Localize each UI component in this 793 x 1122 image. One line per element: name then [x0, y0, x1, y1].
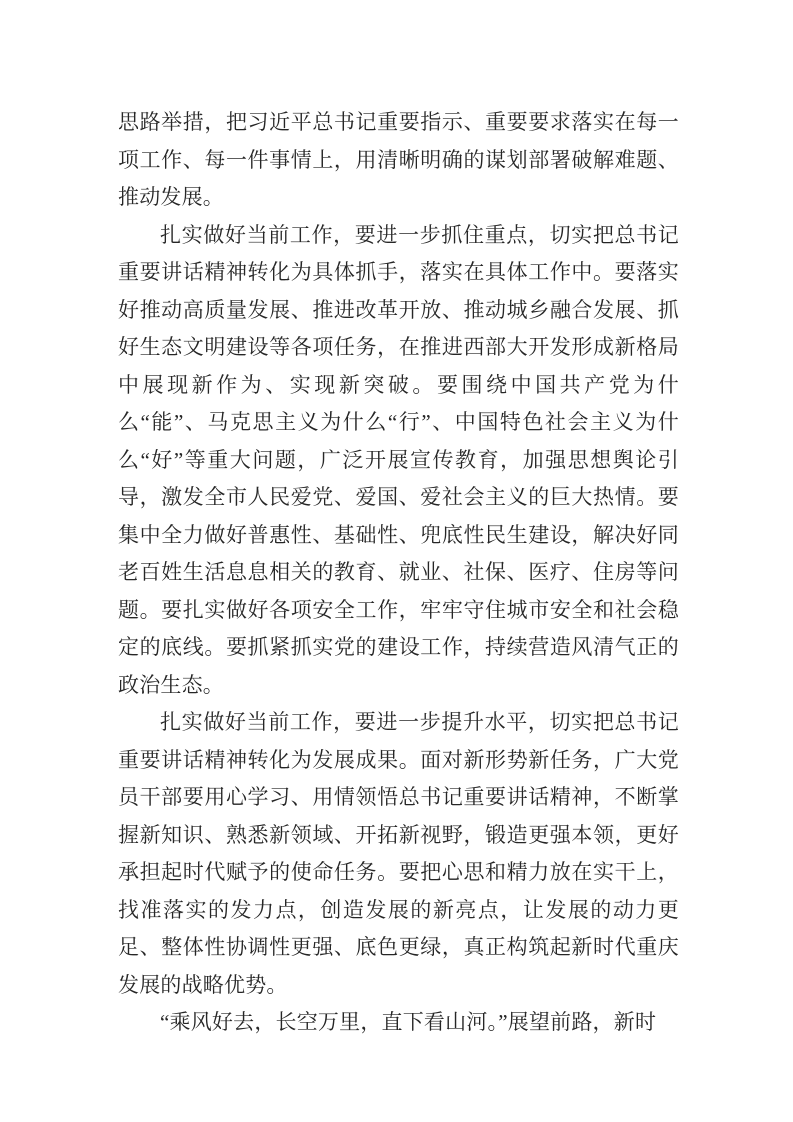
paragraph-current-work-focus: 扎实做好当前工作，要进一步抓住重点，切实把总书记重要讲话精神转化为具体抓手，落实在具体工作中。要落实好推动高质量发展、推进改革开放、推动城乡融合发展、抓好生态文明建设等各项任务，在推进西部大开发形成新格局中展现新作为、实现新突破。要围绕中国共产党为什么“能”、马克思主义为什么“行”、中国特色社会主义为什么“好”等重大问题，广泛开展宣传教育，加强思想舆论引导，激发全市人民爱党、爱国、爱社会主义的巨大热情。要集中全力做好普惠性、基础性、兜底性民生建设，解决好同老百姓生活息息相关的教育、就业、社保、医疗、住房等问题。要扎实做好各项安全工作，牢牢守住城市安全和社会稳定的底线。要抓紧抓实党的建设工作，持续营造风清气正的政治生态。	[118, 222, 679, 697]
paragraph-quote-outlook: “乘风好去，长空万里，直下看山河。”展望前路，新时	[160, 1010, 657, 1034]
document-body-text	[118, 104, 679, 1042]
paragraph-raise-level: 扎实做好当前工作，要进一步提升水平，切实把总书记重要讲话精神转化为发展成果。面对新形势新任务，广大党员干部要用心学习、用情领悟总书记重要讲话精神，不断掌握新知识、熟悉新领域、开拓新视野，锻造更强本领，更好承担起时代赋予的使命任务。要把心思和精力放在实干上，找准落实的发力点，创造发展的新亮点，让发展的动力更足、整体性协调性更强、底色更绿，真正构筑起新时代重庆发展的战略优势。	[118, 710, 679, 997]
paragraph-continuation: 思路举措，把习近平总书记重要指示、重要要求落实在每一项工作、每一件事情上，用清晰明确的谋划部署破解难题、推动发展。	[118, 110, 679, 209]
